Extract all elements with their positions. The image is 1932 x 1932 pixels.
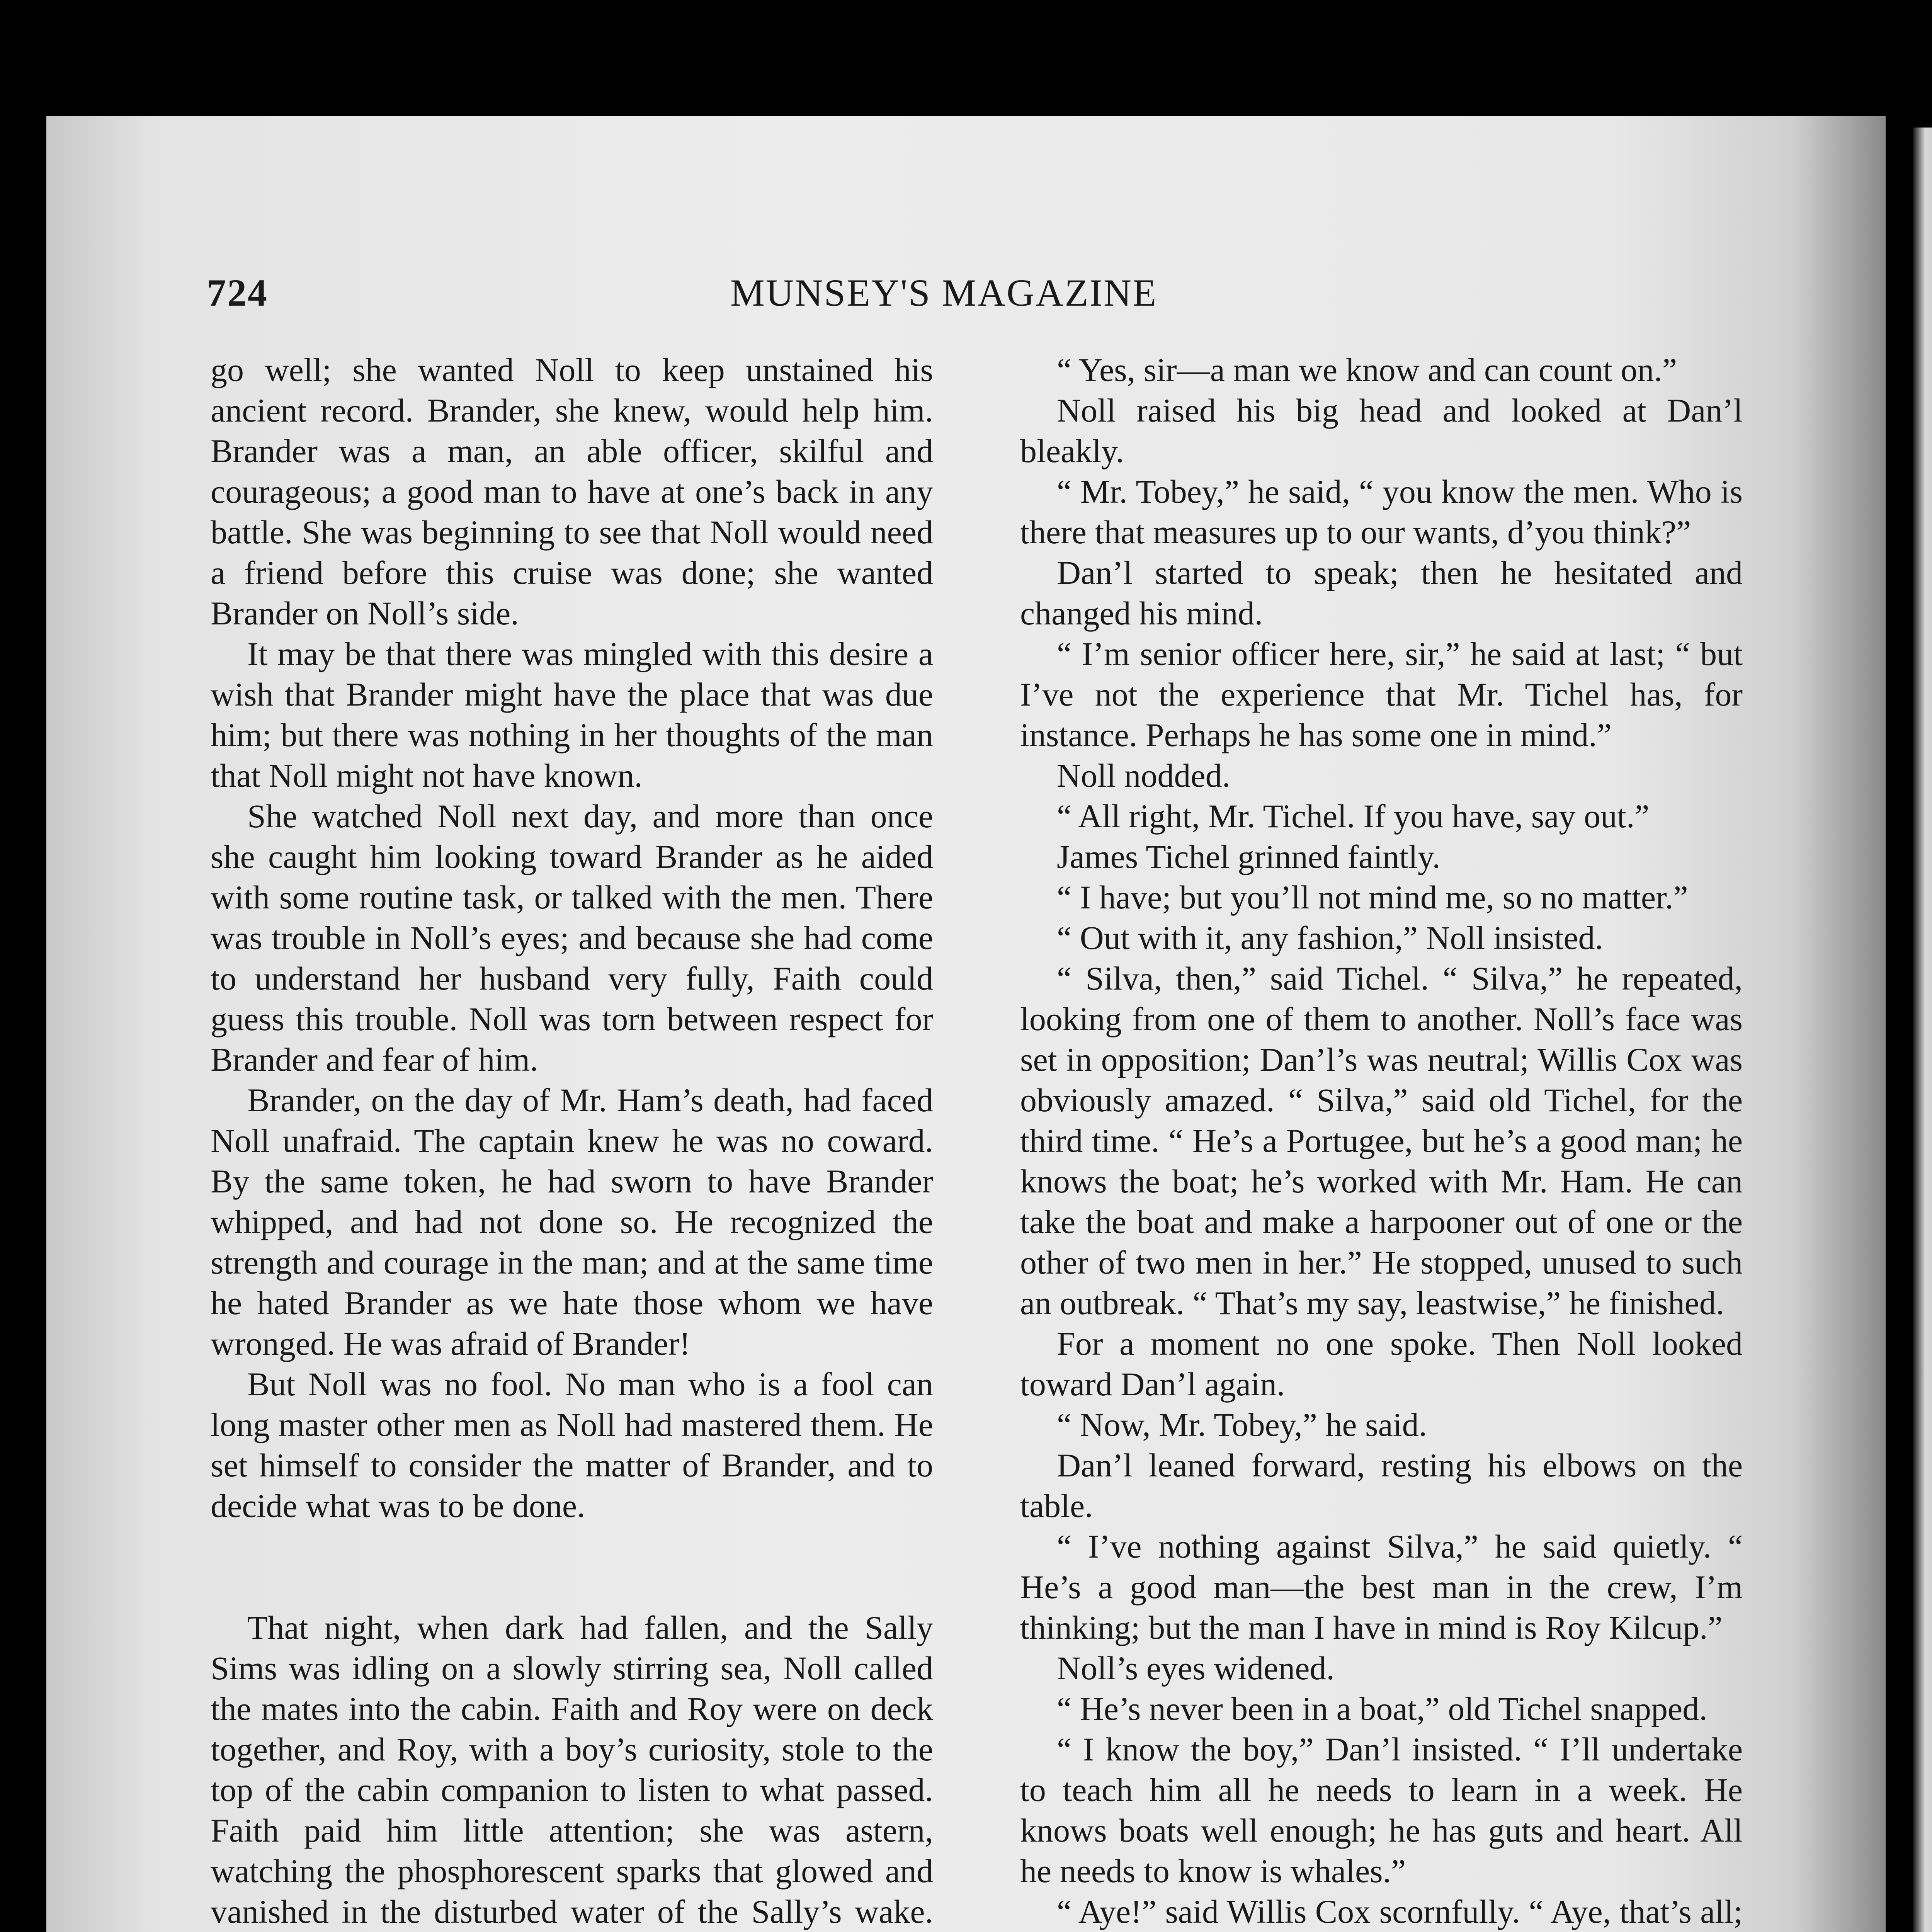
text-column-right xyxy=(1020,350,1743,1932)
paragraph: That night, when dark had fallen, and the Sally Sims was idling on a slowly stirring sea, Noll called the mates into the cabin. Faith and Roy were on deck together, and Roy, with a boy’s curiosity, stole to the top of the cabin companion to listen to what passed. Faith paid him little attention; she was astern, watching the phosphorescent sparks that glowed and vanished in the disturbed water of the Sally’s wake. xyxy=(211,1609,933,1930)
text-column-left xyxy=(211,350,933,1932)
paragraph: Noll raised his big head and looked at Dan’l bleakly. xyxy=(1020,392,1743,469)
paragraph: “ All right, Mr. Tichel. If you have, say out.” xyxy=(1057,798,1650,835)
paragraph: “ Out with it, any fashion,” Noll insisted. xyxy=(1057,919,1604,956)
paragraph: “ Now, Mr. Tobey,” he said. xyxy=(1057,1406,1427,1443)
paragraph: go well; she wanted Noll to keep unstained his ancient record. Brander, she knew, would help him. Brander was a man, an able officer, skilful and courageous; a good man to have at one’s back in any battle. She was beginning to see that Noll would need a friend before this cruise was done; she wanted Brander on Noll’s side. xyxy=(211,351,933,632)
paragraph: “ He’s never been in a boat,” old Tichel snapped. xyxy=(1057,1690,1708,1727)
paragraph: But Noll was no fool. No man who is a fool can long master other men as Noll had mastered them. He set himself to consider the matter of Brander, and to decide what was to be done. xyxy=(211,1366,933,1524)
facing-page-edge xyxy=(1913,128,1932,1932)
paragraph: Dan’l started to speak; then he hesitated and changed his mind. xyxy=(1020,554,1743,632)
paragraph: Noll’s eyes widened. xyxy=(1057,1650,1335,1687)
running-title: MUNSEY'S MAGAZINE xyxy=(730,271,1158,314)
paragraph: “ I know the boy,” Dan’l insisted. “ I’ll undertake to teach him all he needs to learn in a week. He knows boats well enough; he has guts and heart. All he needs to know is whales.” xyxy=(1020,1731,1743,1889)
paragraph: “ I have; but you’ll not mind me, so no matter.” xyxy=(1057,879,1688,916)
paragraph: “ Yes, sir—a man we know and can count on.” xyxy=(1057,351,1677,388)
paragraph: She watched Noll next day, and more than once she caught him looking toward Brander as he aided with some routine task, or talked with the men. There was trouble in Noll’s eyes; and because she had come to understand her husband very fully, Faith could guess this trouble. Noll was torn between respect for Brander and fear of him. xyxy=(211,798,933,1078)
paragraph: It may be that there was mingled with this desire a wish that Brander might have the place that was due him; but there was nothing in her thoughts of the man that Noll might not have known. xyxy=(211,635,933,794)
paragraph: James Tichel grinned faintly. xyxy=(1057,838,1440,875)
paragraph: “ I’m senior officer here, sir,” he said at last; “ but I’ve not the experience that Mr. Tichel has, for instance. Perhaps he has some one in mind.” xyxy=(1020,635,1743,753)
paragraph: Dan’l leaned forward, resting his elbows on the table. xyxy=(1020,1447,1743,1524)
paragraph: “ I’ve nothing against Silva,” he said quietly. “ He’s a good man—the best man in the crew, I’m thinking; but the man I have in mind is Roy Kilcup.” xyxy=(1020,1528,1743,1646)
page-number: 724 xyxy=(207,271,268,314)
paragraph: Noll nodded. xyxy=(1057,757,1231,794)
paragraph: “ Aye!” said Willis Cox scornfully. “ Aye, that’s all; xyxy=(1057,1893,1743,1930)
paragraph: “ Mr. Tobey,” he said, “ you know the men. Who is there that measures up to our wants, d’you think?” xyxy=(1020,473,1743,551)
paragraph: “ Silva, then,” said Tichel. “ Silva,” he repeated, looking from one of them to another. Noll’s face was set in opposition; Dan’l’s was neutral; Willis Cox was obviously amazed. “ Silva,” said old Tichel, for the third time. “ He’s a Portugee, but he’s a good man; he knows the boat; he’s worked with Mr. Ham. He can take the boat and make a harpooner out of one or the other of two men in her.” He stopped, unused to such an outbreak. “ That’s my say, leastwise,” he finished. xyxy=(1020,960,1743,1321)
paragraph: Brander, on the day of Mr. Ham’s death, had faced Noll unafraid. The captain knew he was no coward. By the same token, he had sworn to have Brander whipped, and had not done so. He recognized the strength and courage in the man; and at the same time he hated Brander as we hate those whom we have wronged. He was afraid of Brander! xyxy=(211,1082,933,1362)
paragraph: For a moment no one spoke. Then Noll looked toward Dan’l again. xyxy=(1020,1325,1743,1403)
